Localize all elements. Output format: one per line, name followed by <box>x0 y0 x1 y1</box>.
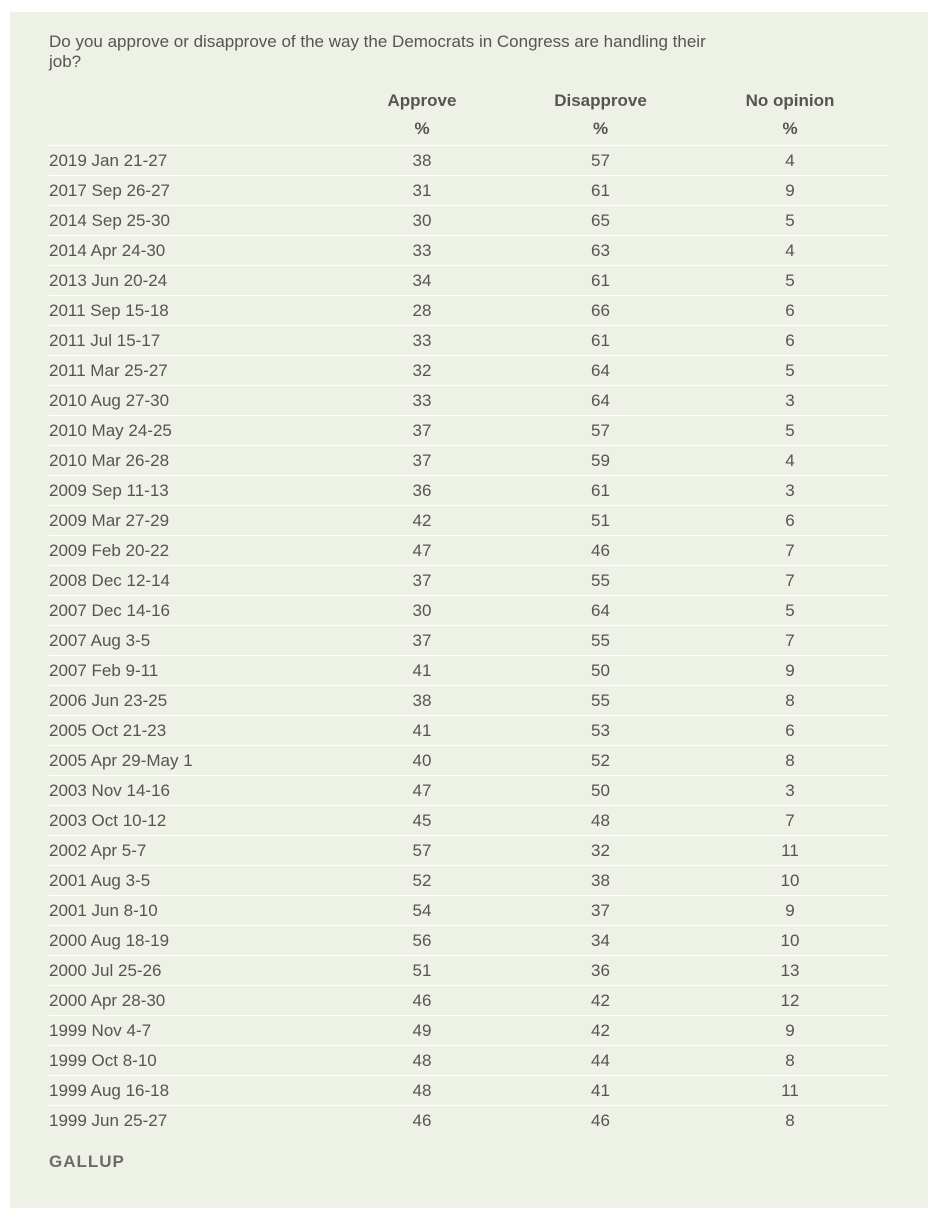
row-disapprove: 64 <box>510 356 691 386</box>
row-no-opinion: 5 <box>691 416 889 446</box>
row-date: 1999 Nov 4-7 <box>49 1016 334 1046</box>
row-approve: 47 <box>334 536 510 566</box>
row-date: 2017 Sep 26-27 <box>49 176 334 206</box>
row-no-opinion: 12 <box>691 986 889 1016</box>
row-approve: 33 <box>334 386 510 416</box>
row-no-opinion: 9 <box>691 1016 889 1046</box>
row-date: 2011 Sep 15-18 <box>49 296 334 326</box>
row-approve: 49 <box>334 1016 510 1046</box>
row-disapprove: 52 <box>510 746 691 776</box>
table-row <box>49 806 889 836</box>
table-row <box>49 176 889 206</box>
row-approve: 48 <box>334 1076 510 1106</box>
row-date: 2014 Sep 25-30 <box>49 206 334 236</box>
table-row <box>49 746 889 776</box>
row-date: 2005 Oct 21-23 <box>49 716 334 746</box>
row-disapprove: 53 <box>510 716 691 746</box>
row-approve: 37 <box>334 626 510 656</box>
row-disapprove: 48 <box>510 806 691 836</box>
table-body <box>49 146 889 1136</box>
row-date: 2010 Aug 27-30 <box>49 386 334 416</box>
row-no-opinion: 10 <box>691 866 889 896</box>
row-date: 1999 Oct 8-10 <box>49 1046 334 1076</box>
row-approve: 30 <box>334 206 510 236</box>
unit-date <box>49 117 334 146</box>
table-row <box>49 656 889 686</box>
row-disapprove: 55 <box>510 686 691 716</box>
table-row <box>49 836 889 866</box>
row-disapprove: 51 <box>510 506 691 536</box>
row-no-opinion: 6 <box>691 326 889 356</box>
table-row <box>49 146 889 176</box>
row-no-opinion: 8 <box>691 1046 889 1076</box>
row-disapprove: 36 <box>510 956 691 986</box>
row-no-opinion: 3 <box>691 476 889 506</box>
row-approve: 30 <box>334 596 510 626</box>
table-row <box>49 1076 889 1106</box>
row-no-opinion: 3 <box>691 386 889 416</box>
row-date: 2010 Mar 26-28 <box>49 446 334 476</box>
row-date: 2000 Apr 28-30 <box>49 986 334 1016</box>
row-disapprove: 42 <box>510 986 691 1016</box>
row-date: 2006 Jun 23-25 <box>49 686 334 716</box>
question-title: Do you approve or disapprove of the way the Democrats in Congress are handling their job? <box>49 32 706 71</box>
row-approve: 36 <box>334 476 510 506</box>
table-row <box>49 986 889 1016</box>
unit-disapprove: % <box>592 119 609 138</box>
header-disapprove: Disapprove <box>554 91 647 110</box>
row-approve: 28 <box>334 296 510 326</box>
table-row <box>49 236 889 266</box>
row-date: 2007 Aug 3-5 <box>49 626 334 656</box>
row-approve: 38 <box>334 146 510 176</box>
table-row <box>49 716 889 746</box>
row-disapprove: 61 <box>510 326 691 356</box>
table-row <box>49 356 889 386</box>
row-disapprove: 34 <box>510 926 691 956</box>
row-disapprove: 42 <box>510 1016 691 1046</box>
table-row <box>49 926 889 956</box>
table-row <box>49 1046 889 1076</box>
row-no-opinion: 7 <box>691 536 889 566</box>
row-approve: 42 <box>334 506 510 536</box>
row-date: 2002 Apr 5-7 <box>49 836 334 866</box>
row-approve: 52 <box>334 866 510 896</box>
row-no-opinion: 9 <box>691 896 889 926</box>
row-disapprove: 50 <box>510 656 691 686</box>
row-no-opinion: 6 <box>691 506 889 536</box>
row-no-opinion: 6 <box>691 716 889 746</box>
row-date: 2019 Jan 21-27 <box>49 146 334 176</box>
row-approve: 34 <box>334 266 510 296</box>
table-row <box>49 626 889 656</box>
row-approve: 40 <box>334 746 510 776</box>
row-no-opinion: 10 <box>691 926 889 956</box>
unit-approve: % <box>414 119 430 138</box>
row-disapprove: 57 <box>510 416 691 446</box>
row-date: 2003 Nov 14-16 <box>49 776 334 806</box>
row-no-opinion: 5 <box>691 266 889 296</box>
row-approve: 33 <box>334 236 510 266</box>
table-row <box>49 1106 889 1136</box>
row-no-opinion: 8 <box>691 1106 889 1136</box>
row-approve: 41 <box>334 656 510 686</box>
table-row <box>49 536 889 566</box>
row-disapprove: 57 <box>510 146 691 176</box>
row-date: 2001 Jun 8-10 <box>49 896 334 926</box>
table-row <box>49 296 889 326</box>
table-row <box>49 566 889 596</box>
row-date: 2003 Oct 10-12 <box>49 806 334 836</box>
row-date: 2000 Jul 25-26 <box>49 956 334 986</box>
row-date: 2014 Apr 24-30 <box>49 236 334 266</box>
row-date: 1999 Jun 25-27 <box>49 1106 334 1136</box>
row-no-opinion: 5 <box>691 206 889 236</box>
row-no-opinion: 6 <box>691 296 889 326</box>
row-date: 1999 Aug 16-18 <box>49 1076 334 1106</box>
row-approve: 32 <box>334 356 510 386</box>
row-no-opinion: 5 <box>691 596 889 626</box>
table-row <box>49 866 889 896</box>
row-date: 2009 Sep 11-13 <box>49 476 334 506</box>
row-date: 2000 Aug 18-19 <box>49 926 334 956</box>
row-disapprove: 44 <box>510 1046 691 1076</box>
row-date: 2011 Jul 15-17 <box>49 326 334 356</box>
row-no-opinion: 4 <box>691 146 889 176</box>
row-disapprove: 55 <box>510 626 691 656</box>
row-approve: 56 <box>334 926 510 956</box>
table-header <box>49 89 889 146</box>
row-disapprove: 64 <box>510 386 691 416</box>
row-no-opinion: 7 <box>691 566 889 596</box>
row-date: 2001 Aug 3-5 <box>49 866 334 896</box>
table-row <box>49 1016 889 1046</box>
row-disapprove: 65 <box>510 206 691 236</box>
row-date: 2007 Dec 14-16 <box>49 596 334 626</box>
row-no-opinion: 13 <box>691 956 889 986</box>
row-approve: 33 <box>334 326 510 356</box>
row-approve: 51 <box>334 956 510 986</box>
row-no-opinion: 3 <box>691 776 889 806</box>
row-disapprove: 66 <box>510 296 691 326</box>
row-no-opinion: 11 <box>691 1076 889 1106</box>
row-disapprove: 32 <box>510 836 691 866</box>
table-row <box>49 206 889 236</box>
table-row <box>49 686 889 716</box>
header-no-opinion: No opinion <box>745 91 835 110</box>
row-no-opinion: 11 <box>691 836 889 866</box>
row-approve: 45 <box>334 806 510 836</box>
row-date: 2011 Mar 25-27 <box>49 356 334 386</box>
row-disapprove: 61 <box>510 476 691 506</box>
row-no-opinion: 8 <box>691 686 889 716</box>
row-approve: 37 <box>334 416 510 446</box>
row-no-opinion: 5 <box>691 356 889 386</box>
row-approve: 37 <box>334 566 510 596</box>
row-date: 2007 Feb 9-11 <box>49 656 334 686</box>
row-disapprove: 38 <box>510 866 691 896</box>
row-date: 2008 Dec 12-14 <box>49 566 334 596</box>
row-no-opinion: 7 <box>691 626 889 656</box>
row-date: 2009 Mar 27-29 <box>49 506 334 536</box>
row-approve: 46 <box>334 1106 510 1136</box>
table-row <box>49 326 889 356</box>
row-approve: 54 <box>334 896 510 926</box>
row-date: 2010 May 24-25 <box>49 416 334 446</box>
row-disapprove: 50 <box>510 776 691 806</box>
table-row <box>49 416 889 446</box>
row-date: 2009 Feb 20-22 <box>49 536 334 566</box>
row-no-opinion: 4 <box>691 236 889 266</box>
header-date <box>49 89 334 117</box>
row-approve: 48 <box>334 1046 510 1076</box>
table-row <box>49 446 889 476</box>
table-row <box>49 896 889 926</box>
row-disapprove: 64 <box>510 596 691 626</box>
row-disapprove: 61 <box>510 176 691 206</box>
row-disapprove: 61 <box>510 266 691 296</box>
table-row <box>49 776 889 806</box>
row-approve: 31 <box>334 176 510 206</box>
row-no-opinion: 4 <box>691 446 889 476</box>
table-row <box>49 476 889 506</box>
row-no-opinion: 9 <box>691 176 889 206</box>
row-disapprove: 59 <box>510 446 691 476</box>
row-no-opinion: 7 <box>691 806 889 836</box>
row-approve: 38 <box>334 686 510 716</box>
unit-no-opinion: % <box>782 119 798 138</box>
row-approve: 37 <box>334 446 510 476</box>
row-disapprove: 46 <box>510 536 691 566</box>
table-row <box>49 956 889 986</box>
row-approve: 46 <box>334 986 510 1016</box>
chart-panel <box>10 12 928 1208</box>
row-disapprove: 63 <box>510 236 691 266</box>
row-disapprove: 41 <box>510 1076 691 1106</box>
row-approve: 57 <box>334 836 510 866</box>
row-no-opinion: 9 <box>691 656 889 686</box>
header-approve: Approve <box>387 91 457 110</box>
row-approve: 41 <box>334 716 510 746</box>
table-row <box>49 506 889 536</box>
row-approve: 47 <box>334 776 510 806</box>
table-row <box>49 596 889 626</box>
table-row <box>49 386 889 416</box>
row-date: 2013 Jun 20-24 <box>49 266 334 296</box>
gallup-logo-text: GALLUP <box>49 1152 125 1171</box>
row-no-opinion: 8 <box>691 746 889 776</box>
row-disapprove: 46 <box>510 1106 691 1136</box>
results-table <box>49 89 889 1135</box>
row-disapprove: 55 <box>510 566 691 596</box>
row-disapprove: 37 <box>510 896 691 926</box>
table-row <box>49 266 889 296</box>
row-date: 2005 Apr 29-May 1 <box>49 746 334 776</box>
